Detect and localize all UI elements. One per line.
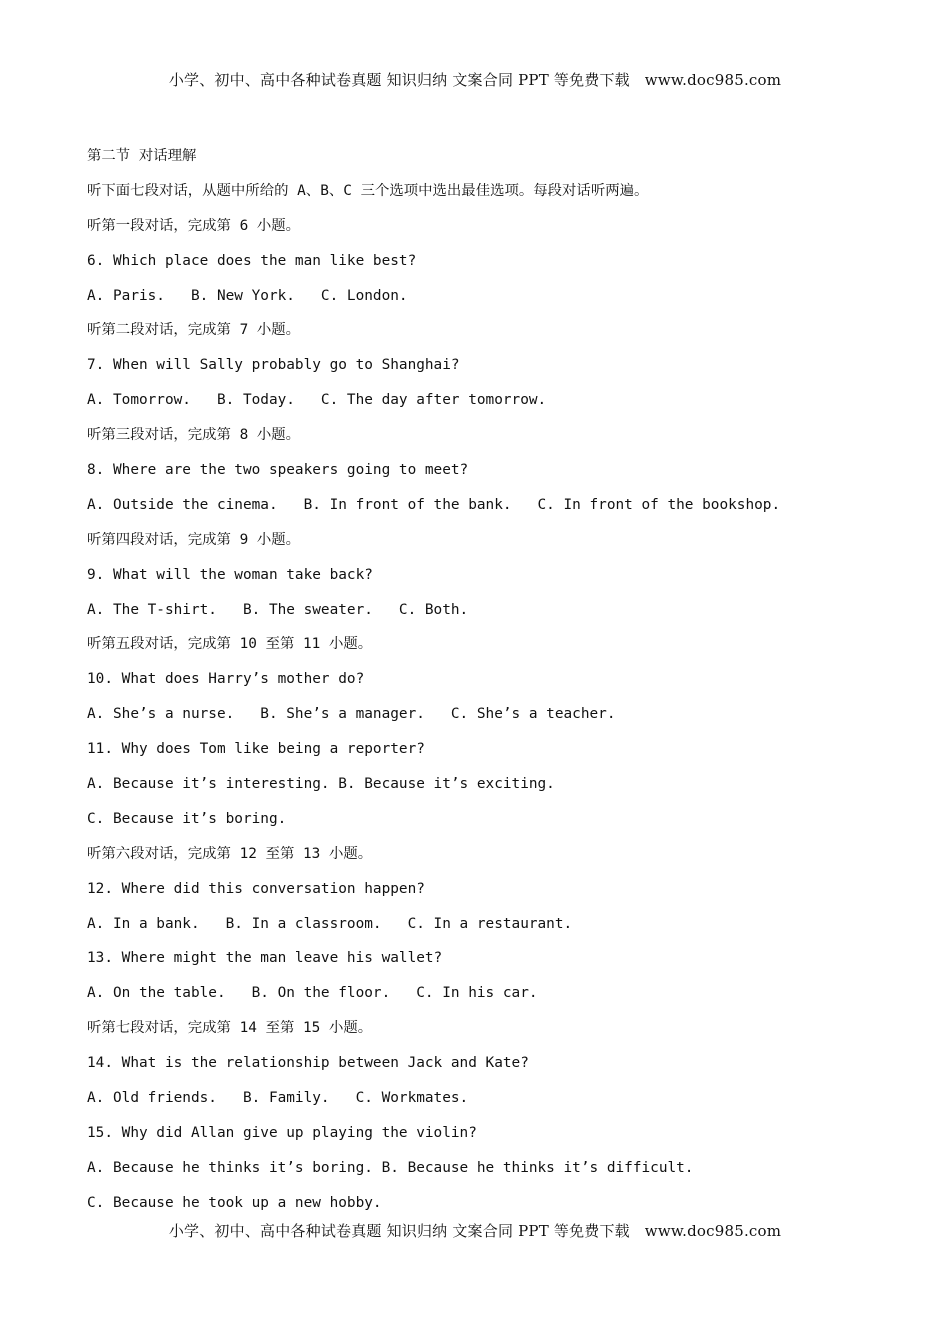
document-body	[87, 142, 907, 1224]
question-7: 7. When will Sally probably go to Shanghai?	[87, 357, 460, 374]
question-13: 13. Where might the man leave his wallet?	[87, 950, 443, 967]
question-9: 9. What will the woman take back?	[87, 566, 373, 583]
question-11: 11. Why does Tom like being a reporter?	[87, 741, 425, 758]
question-11-options-ab: A. Because it’s interesting. B. Because it’s exciting.	[87, 776, 555, 793]
dialogue-1-heading: 听第一段对话，完成第 6 小题。	[87, 217, 301, 234]
page-header: 小学、初中、高中各种试卷真题 知识归纳 文案合同 PPT 等免费下载 www.doc985.com	[168, 71, 782, 89]
question-12: 12. Where did this conversation happen?	[87, 880, 425, 897]
page-footer: 小学、初中、高中各种试卷真题 知识归纳 文案合同 PPT 等免费下载 www.doc985.com	[168, 1222, 782, 1240]
question-6: 6. Which place does the man like best?	[87, 252, 417, 269]
dialogue-5-heading: 听第五段对话，完成第 10 至第 11 小题。	[87, 636, 373, 653]
question-8: 8. Where are the two speakers going to meet?	[87, 462, 469, 479]
instructions: 听下面七段对话，从题中所给的 A、B、C 三个选项中选出最佳选项。每段对话听两遍。	[87, 182, 649, 199]
dialogue-4-heading: 听第四段对话，完成第 9 小题。	[87, 531, 301, 548]
dialogue-3-heading: 听第三段对话，完成第 8 小题。	[87, 427, 301, 444]
question-13-options: A. On the table. B. On the floor. C. In his car.	[87, 985, 538, 1002]
question-11-option-c: C. Because it’s boring.	[87, 810, 287, 827]
section-title: 第二节 对话理解	[87, 148, 197, 164]
dialogue-6-heading: 听第六段对话，完成第 12 至第 13 小题。	[87, 845, 373, 862]
dialogue-2-heading: 听第二段对话，完成第 7 小题。	[87, 322, 301, 339]
question-15-option-c: C. Because he took up a new hobby.	[87, 1194, 382, 1211]
question-15: 15. Why did Allan give up playing the violin?	[87, 1124, 477, 1141]
question-10: 10. What does Harry’s mother do?	[87, 671, 365, 688]
question-6-options: A. Paris. B. New York. C. London.	[87, 287, 408, 304]
question-14-options: A. Old friends. B. Family. C. Workmates.	[87, 1090, 469, 1107]
question-12-options: A. In a bank. B. In a classroom. C. In a restaurant.	[87, 915, 573, 932]
question-7-options: A. Tomorrow. B. Today. C. The day after tomorrow.	[87, 392, 547, 409]
question-10-options: A. She’s a nurse. B. She’s a manager. C. She’s a teacher.	[87, 706, 616, 723]
dialogue-7-heading: 听第七段对话，完成第 14 至第 15 小题。	[87, 1020, 373, 1037]
question-9-options: A. The T-shirt. B. The sweater. C. Both.	[87, 601, 469, 618]
question-14: 14. What is the relationship between Jack and Kate?	[87, 1055, 529, 1072]
question-8-options: A. Outside the cinema. B. In front of the bank. C. In front of the bookshop.	[87, 496, 781, 513]
question-15-options-ab: A. Because he thinks it’s boring. B. Because he thinks it’s difficult.	[87, 1159, 694, 1176]
